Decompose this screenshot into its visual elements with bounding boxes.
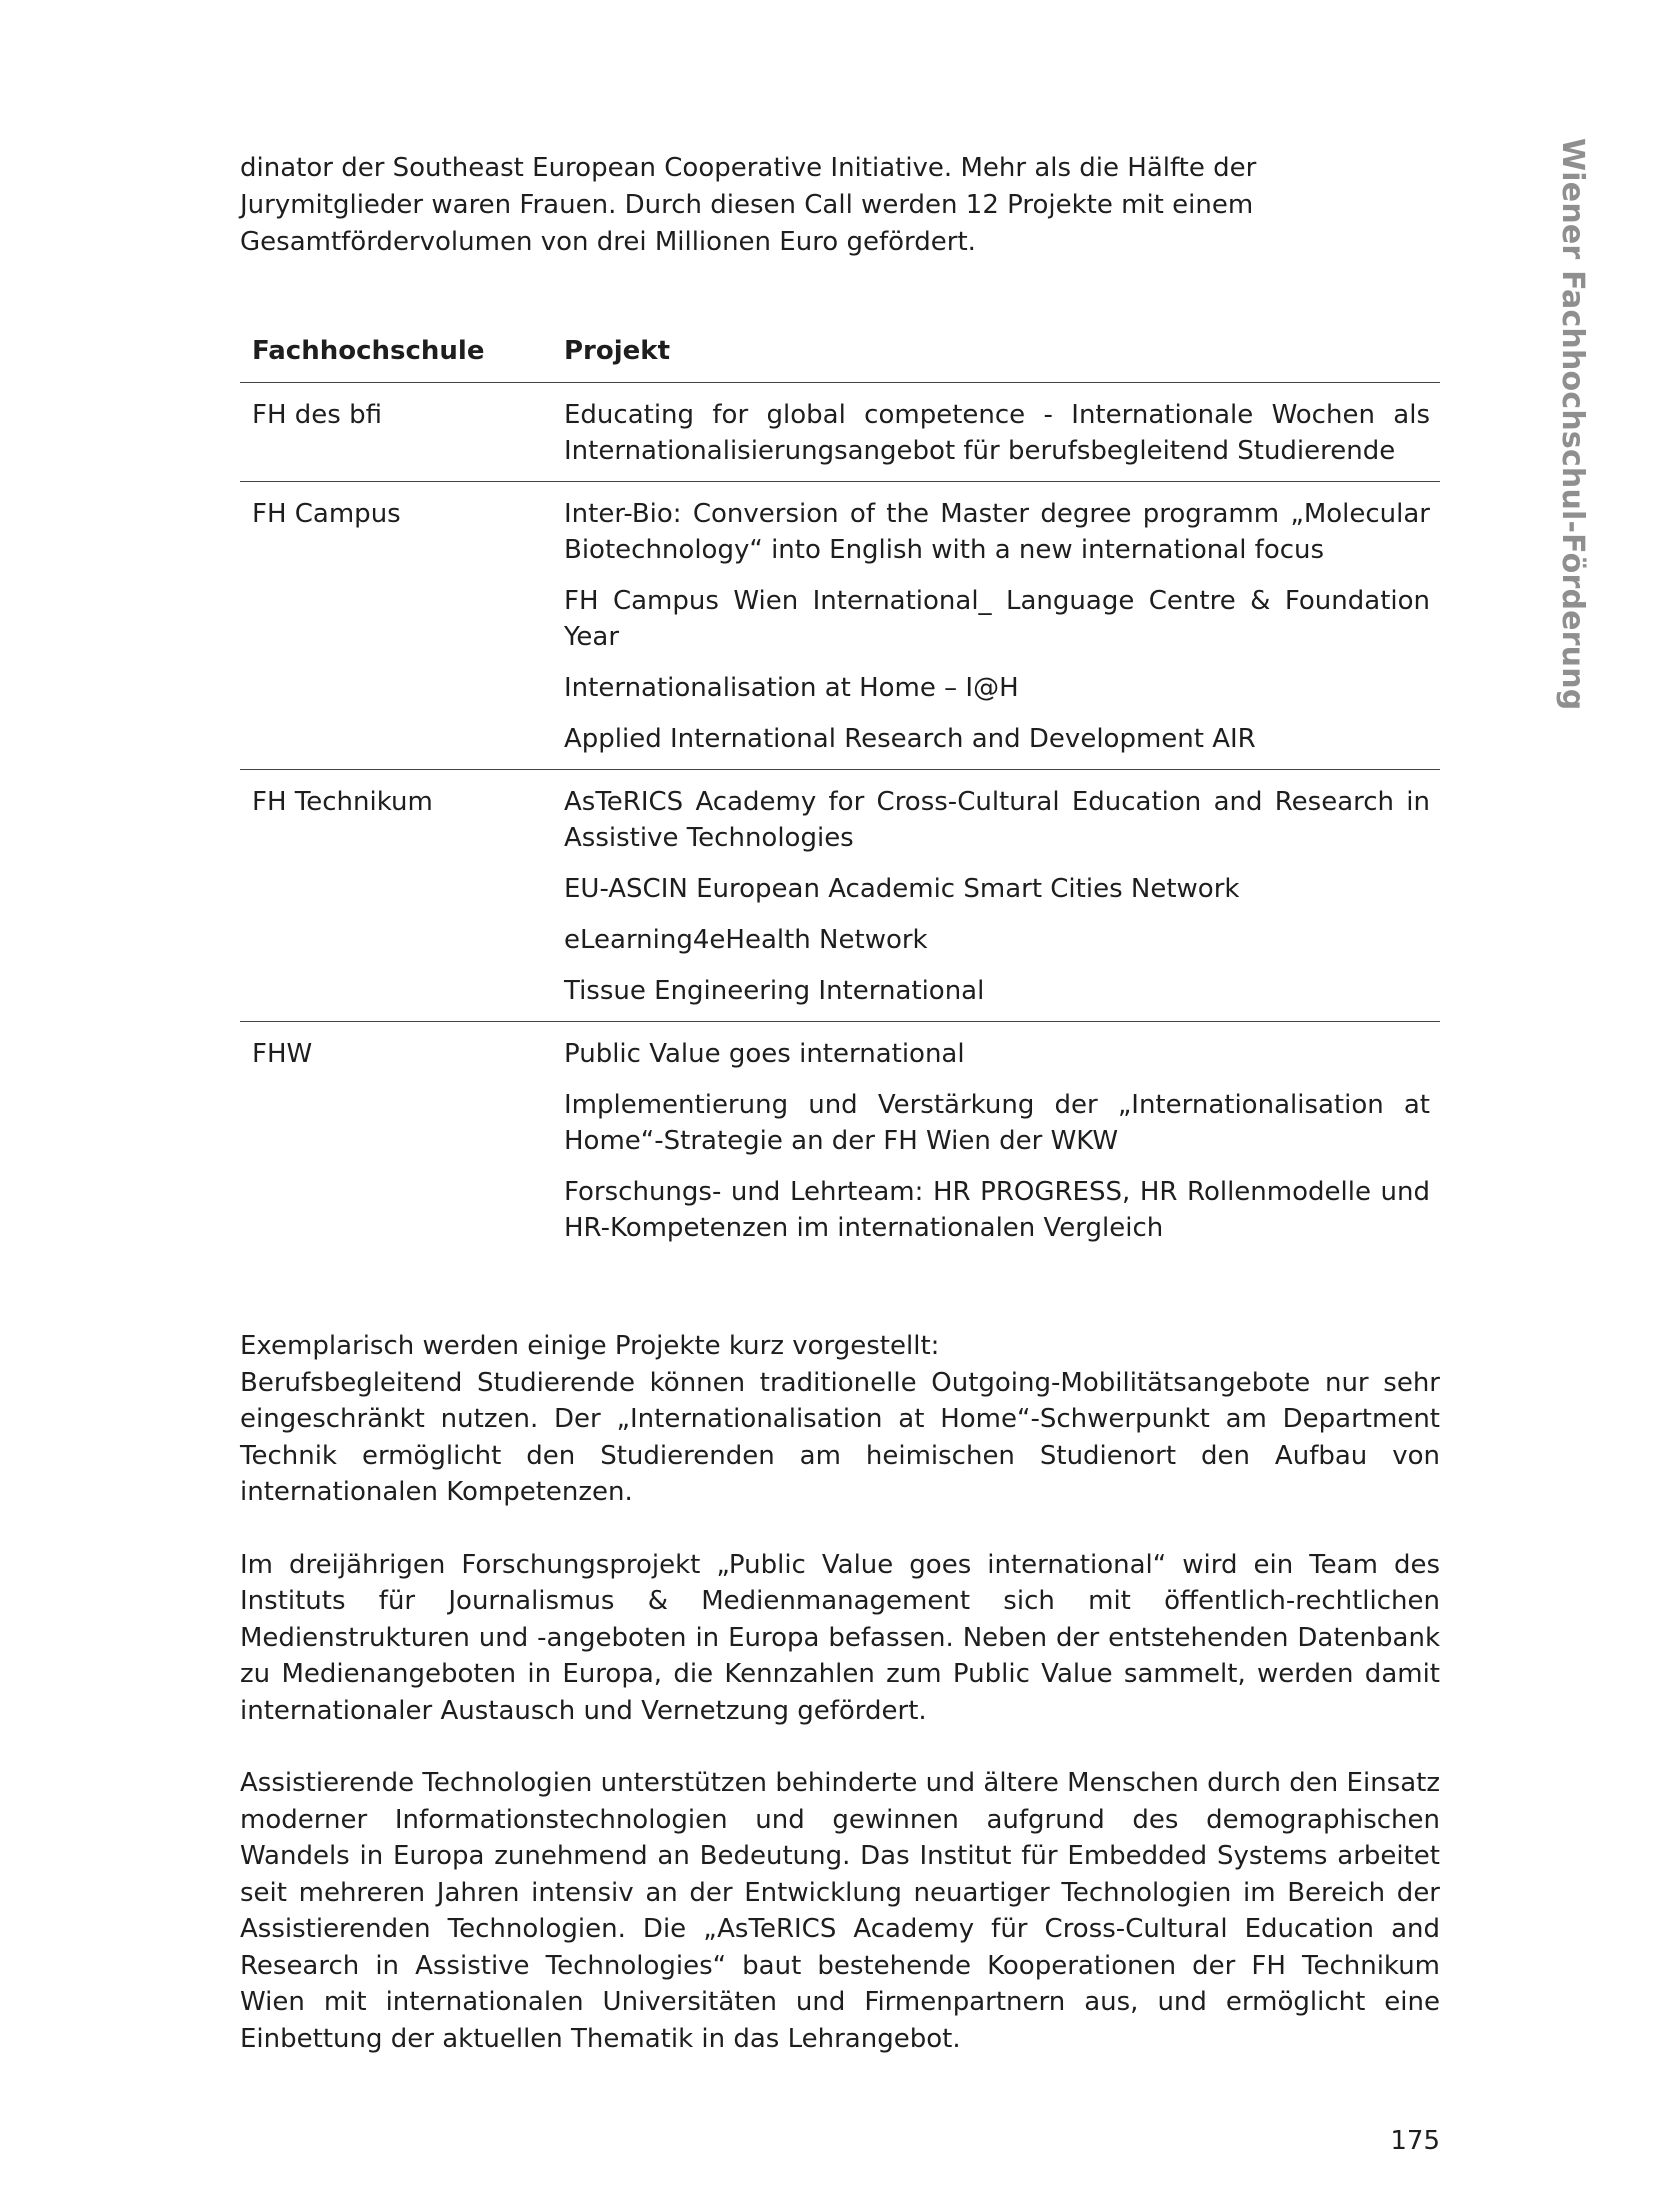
paragraph: Berufsbegleitend Studierende können traditionelle Outgoing-Mobilitätsangebote nur sehr eingeschränkt nutzen. Der „Internationalisation at Home“-Schwerpunkt am Department Technik ermöglicht den Studierenden am heimischen Studienort den Aufbau von internationalen Kompetenzen. bbox=[240, 1367, 1440, 1507]
project-item: Implementierung und Verstärkung der „Internationalisation at Home“-Strategie an der FH Wien der WKW bbox=[564, 1090, 1430, 1156]
project-item: Inter-Bio: Conversion of the Master degree programm „Molecular Biotechnology“ into English with a new international focus bbox=[564, 499, 1430, 565]
table-row bbox=[240, 482, 1440, 770]
table-row bbox=[240, 383, 1440, 482]
school-cell: FH Campus bbox=[252, 499, 401, 529]
header-projekt: Projekt bbox=[564, 336, 671, 366]
project-item: Applied International Research and Development AIR bbox=[564, 724, 1256, 754]
projects-cell bbox=[564, 784, 1440, 1009]
projects-cell bbox=[564, 1036, 1440, 1246]
side-title-text: Wiener Fachhochschul-Förderung bbox=[1555, 138, 1590, 711]
paragraph-lead: Exemplarisch werden einige Projekte kurz vorgestellt: bbox=[240, 1331, 940, 1361]
body-text bbox=[240, 1328, 1440, 2093]
school-cell: FH Technikum bbox=[252, 787, 433, 817]
project-item: AsTeRICS Academy for Cross-Cultural Education and Research in Assistive Technologies bbox=[564, 787, 1430, 853]
projects-cell bbox=[564, 496, 1440, 757]
section-side-title bbox=[1538, 138, 1598, 711]
project-item: Educating for global competence - Internationale Wochen als Internationalisierungsangebot für berufsbegleitend Studierende bbox=[564, 400, 1430, 466]
table-header bbox=[240, 322, 1440, 383]
project-item: EU-ASCIN European Academic Smart Cities Network bbox=[564, 874, 1240, 904]
projects-table bbox=[240, 322, 1440, 1258]
paragraph: Assistierende Technologien unterstützen behinderte und ältere Menschen durch den Einsatz moderner Informationstechnologien und gewinnen aufgrund des demographischen Wandels in Europa zunehmend an Bedeutung. Das Institut für Embedded Systems arbeitet seit mehreren Jahren intensiv an der Entwicklung neuartiger Technologien im Bereich der Assistierenden Technologien. Die „AsTeRICS Academy für Cross-Cultural Education and Research in Assistive Technologies“ baut bestehende Kooperationen der FH Technikum Wien mit internationalen Universitäten und Firmenpartnern aus, und ermöglicht eine Einbettung der aktuellen Thematik in das Lehrangebot. bbox=[240, 1768, 1440, 2054]
paragraph: Im dreijährigen Forschungsprojekt „Public Value goes international“ wird ein Team des Instituts für Journalismus & Medienmanagement sich mit öffentlich-rechtlichen Medienstrukturen und -angeboten in Europa befassen. Neben der entstehenden Datenbank zu Medienangeboten in Europa, die Kennzahlen zum Public Value sammelt, werden damit internationaler Austausch und Vernetzung gefördert. bbox=[240, 1549, 1440, 1726]
project-item: FH Campus Wien International_ Language Centre & Foundation Year bbox=[564, 586, 1430, 652]
school-cell: FH des bfi bbox=[252, 400, 382, 430]
table-row bbox=[240, 1022, 1440, 1258]
table-row bbox=[240, 770, 1440, 1022]
project-item: eLearning4eHealth Network bbox=[564, 925, 928, 955]
school-cell: FHW bbox=[252, 1039, 313, 1069]
project-item: Public Value goes international bbox=[564, 1039, 965, 1069]
project-item: Internationalisation at Home – I@H bbox=[564, 673, 1019, 703]
header-fachhochschule: Fachhochschule bbox=[252, 336, 485, 366]
project-item: Forschungs- und Lehrteam: HR PROGRESS, HR Rollenmodelle und HR-Kompetenzen im internationalen Vergleich bbox=[564, 1177, 1430, 1243]
intro-text: dinator der Southeast European Cooperative Initiative. Mehr als die Hälfte der Jurymitglieder waren Frauen. Durch diesen Call werden 12 Projekte mit einem Gesamtfördervolumen von drei Millionen Euro gefördert. bbox=[240, 153, 1257, 257]
intro-paragraph bbox=[240, 150, 1440, 261]
page-number: 175 bbox=[1390, 2126, 1440, 2156]
project-item: Tissue Engineering International bbox=[564, 976, 985, 1006]
projects-cell bbox=[564, 397, 1440, 469]
